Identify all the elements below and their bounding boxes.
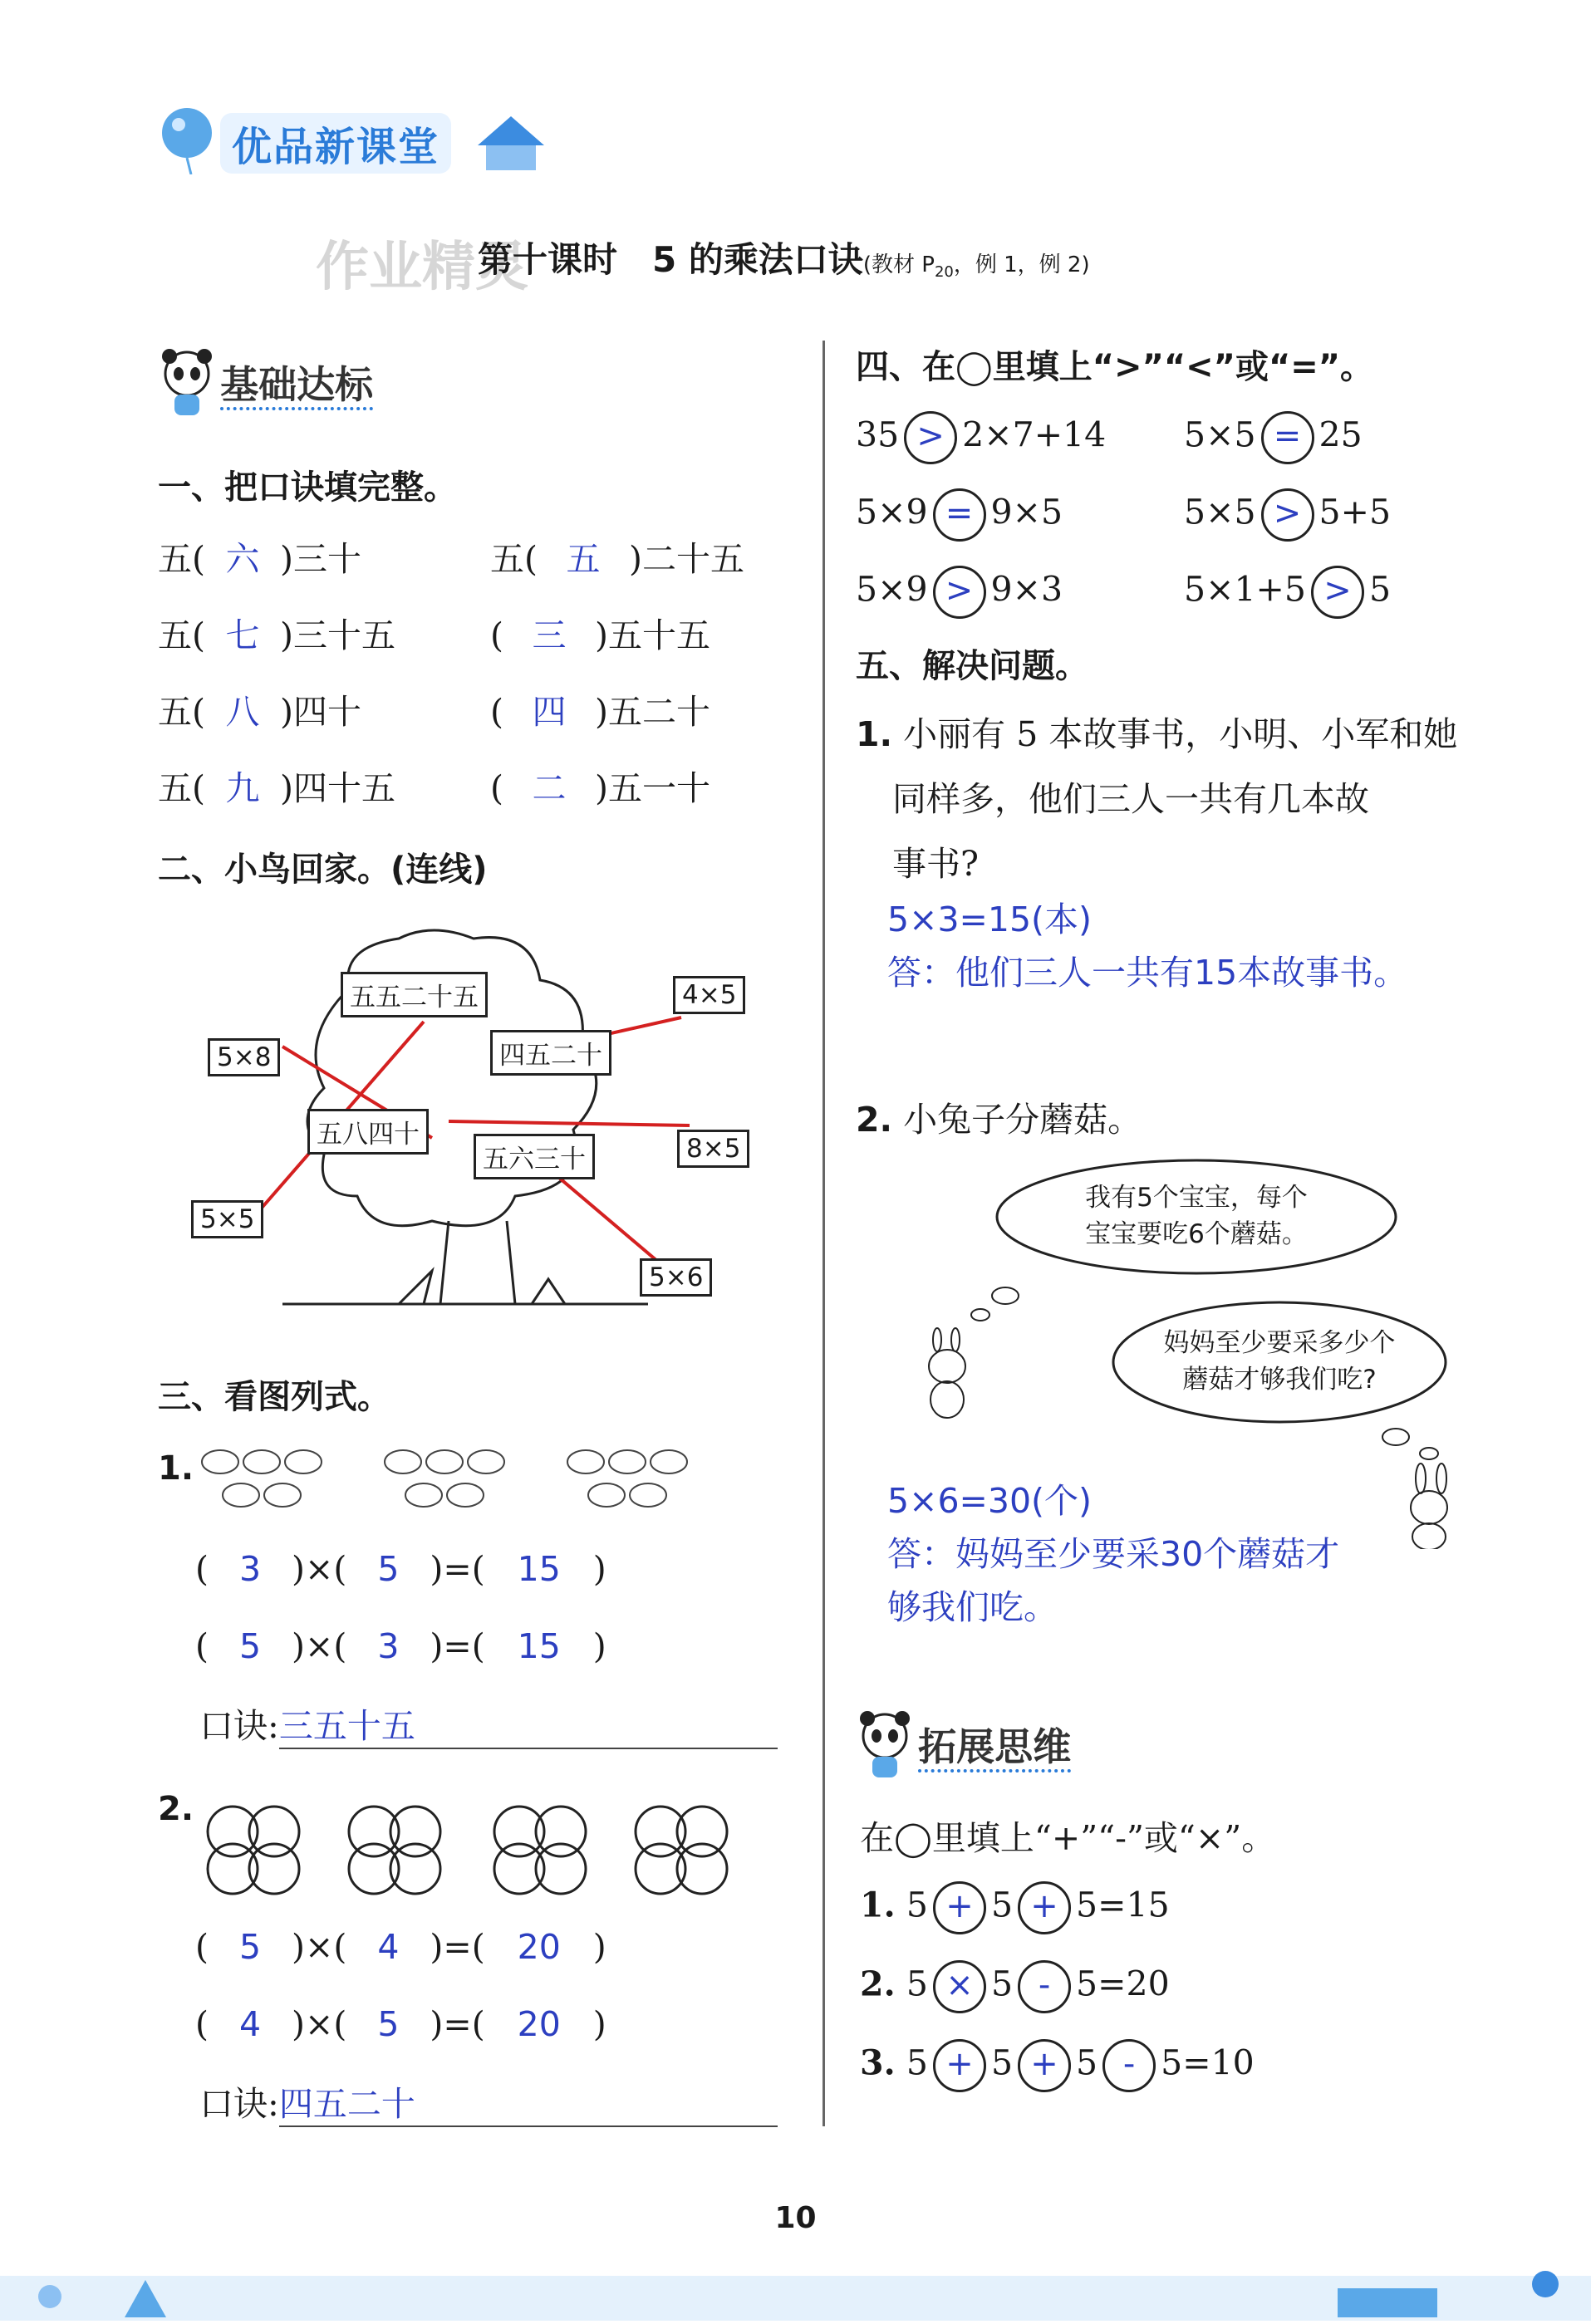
tag-basic — [158, 345, 373, 419]
house-label: 四五二十 — [490, 1030, 611, 1076]
bird-label: 8×5 — [677, 1130, 749, 1168]
ext-row: 1. 5 + 5 + 5=15 — [860, 1881, 1255, 1960]
header-logo — [154, 100, 569, 183]
fruit-groups — [195, 1782, 744, 1898]
q3-p2-eq2: ( 4 )×( 5 )=( 20 ) — [195, 2004, 606, 2044]
q1-answer: 四 — [532, 692, 567, 732]
bird-label: 5×5 — [191, 1200, 263, 1238]
q1-answer: 二 — [532, 768, 567, 808]
bird-label: 4×5 — [673, 976, 745, 1014]
q5-p1: 1. 小丽有 5 本故事书，小明、小军和她 同样多，他们三人一共有几本故 事书? — [856, 714, 1458, 884]
panda-icon — [856, 1707, 914, 1782]
bubble-question: 妈妈至少要采多少个 蘑菇才够我们吃? — [1163, 1328, 1396, 1395]
compare-circle: = — [933, 488, 986, 542]
q1-row: 五( 八 )四十 ( 四 )五二十 — [158, 684, 395, 761]
balloon-icon — [154, 100, 228, 174]
ext-title: 在◯里填上“+”“-”或“×”。 — [860, 1818, 1276, 1858]
brand-name: 优品新课堂 — [220, 113, 451, 174]
lesson-ref-tail: ，例 1，例 2) — [953, 253, 1090, 277]
q4-rows — [856, 411, 1392, 643]
q2-title: 二、小鸟回家。(连线) — [158, 851, 488, 889]
q1-rows — [158, 532, 744, 837]
bird-home-diagram — [183, 922, 781, 1337]
q1-answer: 七 — [225, 615, 260, 655]
q1-answer: 三 — [532, 615, 567, 655]
bubble-baby: 我有5个宝宝，每个 宝宝要吃6个蘑菇。 — [1085, 1183, 1308, 1249]
q5-p1-answer: 5×3=15(本) 答：他们三人一共有15本故事书。 — [887, 900, 1408, 993]
q3-p1-eq2: ( 5 )×( 3 )=( 15 ) — [195, 1626, 606, 1666]
q3-p2-koujue: 口诀:四五二十 — [199, 2076, 778, 2127]
tag-extension — [856, 1707, 1071, 1782]
operator-circle: × — [933, 1960, 986, 2013]
watermark: 作业精灵 — [316, 237, 528, 298]
lesson-ref: (教材 P — [862, 253, 935, 277]
page-number: 10 — [774, 2201, 817, 2235]
house-label: 五八四十 — [307, 1109, 429, 1155]
q3-p1-koujue: 口诀:三五十五 — [199, 1699, 778, 1749]
compare-circle: > — [933, 566, 986, 619]
house-label: 五五二十五 — [341, 972, 488, 1017]
q3-p2-eq1: ( 5 )×( 4 )=( 20 ) — [195, 1927, 606, 1967]
compare-circle: > — [904, 411, 957, 464]
q1-row: 五( 六 )三十 五( 五 )二十五 — [158, 532, 395, 608]
bird-label: 5×6 — [640, 1258, 712, 1297]
q4-row: 5×9 > 9×3 5×1+5 > 5 — [856, 566, 1106, 643]
fruits-illustration — [195, 1782, 744, 1898]
operator-circle: + — [1018, 2039, 1071, 2092]
operator-circle: + — [1018, 1881, 1071, 1934]
footer-scenery-icon — [0, 2251, 1591, 2321]
q1-title: 一、把口诀填完整。 — [158, 468, 457, 507]
operator-circle: + — [933, 2039, 986, 2092]
operator-circle: - — [1102, 2039, 1156, 2092]
cats-illustration — [195, 1441, 727, 1516]
footer-decoration — [0, 2251, 1591, 2321]
q4-row: 5×9 = 9×5 5×5 > 5+5 — [856, 488, 1106, 566]
house-label: 五六三十 — [474, 1134, 595, 1179]
q5-p2: 2. 小兔子分蘑菇。 — [856, 1100, 1142, 1140]
q3-p2-num: 2. — [158, 1790, 194, 1828]
q4-row: 35 > 2×7+14 5×5 = 25 — [856, 411, 1106, 488]
q3-p1-num: 1. — [158, 1449, 194, 1488]
cat-groups — [195, 1441, 727, 1516]
q1-row: 五( 七 )三十五 ( 三 )五十五 — [158, 608, 395, 684]
q1-answer: 五 — [566, 539, 601, 579]
lesson-title — [478, 233, 1090, 282]
q4-title: 四、在◯里填上“>”“<”或“=”。 — [856, 348, 1374, 386]
ext-row: 2. 5 × 5 - 5=20 — [860, 1960, 1255, 2039]
q1-answer: 六 — [225, 539, 260, 579]
operator-circle: - — [1018, 1960, 1071, 2013]
panda-icon — [158, 345, 216, 419]
house-icon — [461, 108, 561, 174]
compare-circle: = — [1261, 411, 1314, 464]
operator-circle: + — [933, 1881, 986, 1934]
small-rabbit-icon — [929, 1328, 965, 1418]
bird-label: 5×8 — [208, 1038, 280, 1076]
q1-answer: 八 — [225, 692, 260, 732]
tag-basic-text: 基础达标 — [220, 362, 373, 410]
q3-title: 三、看图列式。 — [158, 1378, 390, 1416]
ext-rows — [860, 1881, 1255, 2118]
ext-row: 3. 5 + 5 + 5 - 5=10 — [860, 2039, 1255, 2118]
mother-rabbit-icon — [1411, 1464, 1447, 1549]
lesson-title-text: 第十课时 5 的乘法口诀 — [478, 239, 863, 280]
q5-title: 五、解决问题。 — [856, 647, 1088, 685]
compare-circle: > — [1261, 488, 1314, 542]
q3-p1-eq1: ( 3 )×( 5 )=( 15 ) — [195, 1549, 606, 1589]
tag-extension-text: 拓展思维 — [918, 1724, 1071, 1772]
q1-answer: 九 — [225, 768, 260, 808]
column-divider — [823, 341, 825, 2126]
q1-row: 五( 九 )四十五 ( 二 )五一十 — [158, 761, 395, 837]
compare-circle: > — [1311, 566, 1364, 619]
q5-p2-answer: 5×6=30(个) 答：妈妈至少要采30个蘑菇才 够我们吃。 — [887, 1481, 1340, 1627]
lesson-ref-page: 20 — [934, 263, 954, 282]
